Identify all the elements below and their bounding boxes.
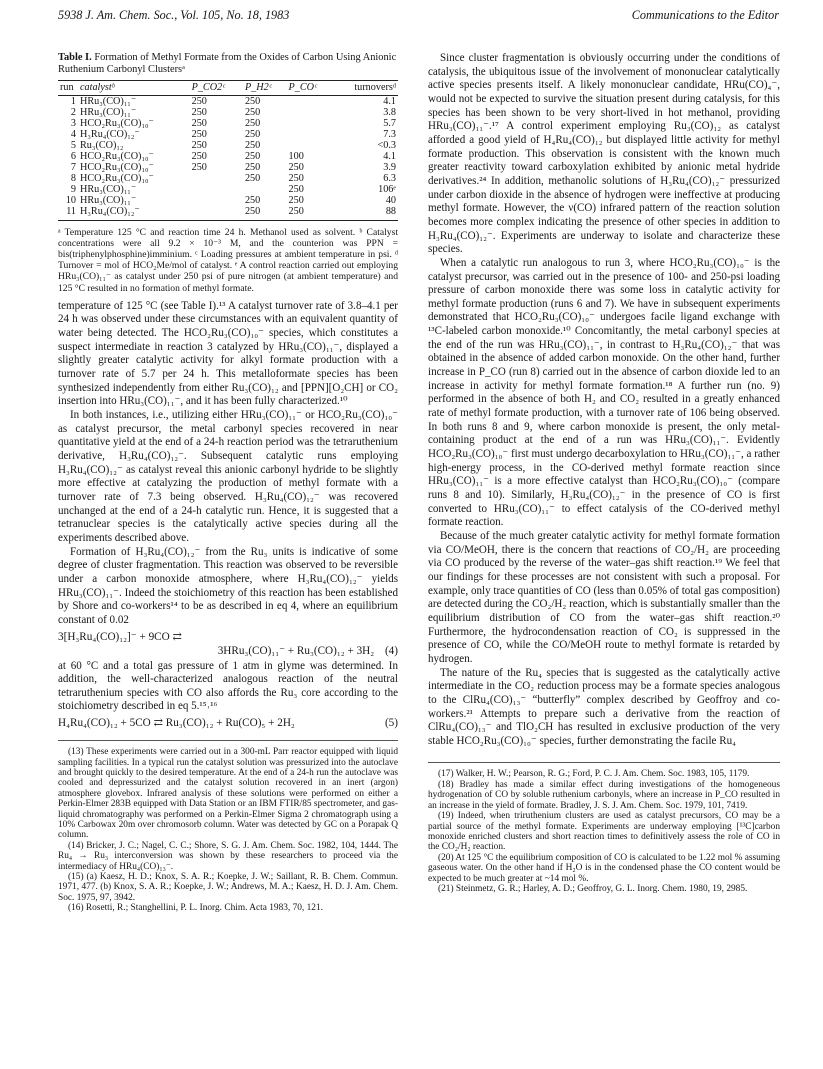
cell-turnovers: 88 [385, 206, 396, 218]
cell-catalyst: Ru₃(CO)₁₂ [80, 139, 124, 151]
table-title: Formation of Methyl Formate from the Oxides of Carbon Using Anionic Ruthenium Carbonyl Clustersᵃ [58, 52, 397, 76]
running-head [58, 8, 779, 24]
table-row [58, 107, 398, 118]
cell-pco [287, 129, 333, 140]
cell-pco2: 250 [191, 128, 207, 140]
table-row [58, 118, 398, 129]
col-header-pco: P_COᶜ [287, 81, 333, 95]
body-paragraph: Formation of H₃Ru₄(CO)₁₂⁻ from the Ru₃ units is indicative of some degree of cluster fragmentation. This reaction was observed to be reversible under a carbon monoxide atmosphere, where H₃Ru₄(CO)₁₂⁻ yields HRu₃(CO)₁₁⁻. Indeed the stoichiometry of this reaction has been established by Shore and co-workers¹⁴ to be as described in eq 4, where an equilibrium constant of 0.02 [58, 545, 398, 626]
col-header-run: run [58, 81, 78, 95]
cell-turnovers: 5.7 [383, 117, 396, 129]
cell-pco: 250 [288, 206, 304, 218]
methyl-formate-table [58, 80, 398, 223]
cell-pco: 100 [288, 150, 304, 162]
table-header-row [58, 81, 398, 95]
cell-catalyst: HRu₃(CO)₁₁⁻ [80, 184, 137, 196]
left-column [58, 52, 398, 914]
equation-5-number: (5) [384, 717, 398, 730]
footnote: (16) Rosetti, R.; Stanghellini, P. L. Inorg. Chim. Acta 1983, 70, 121. [68, 903, 323, 914]
cell-turnovers: <0.3 [377, 139, 396, 151]
table-row [58, 140, 398, 151]
cell-pco [287, 118, 333, 129]
cell-ph2: 250 [244, 117, 261, 129]
cell-turnovers: 40 [385, 195, 396, 207]
cell-run: 5 [70, 139, 76, 151]
footnote: (14) Bricker, J. C.; Nagel, C. C.; Shore, S. G. J. Am. Chem. Soc. 1982, 104, 1444. The Ru₄ → Ru₃ interconversion was shown by these researchers to proceed via the intermediacy of HRu₄(CO)₁₃⁻. [58, 840, 398, 872]
left-footnotes [58, 740, 398, 914]
table-row [58, 206, 398, 220]
cell-catalyst: HCO₂Ru₃(CO)₁₀⁻ [80, 162, 154, 174]
footnote: (17) Walker, H. W.; Pearson, R. G.; Ford, P. C. J. Am. Chem. Soc. 1983, 105, 1179. [438, 769, 750, 780]
body-paragraph: temperature of 125 °C (see Table I).¹³ A catalyst turnover rate of 3.8–4.1 per 24 h was observed under these circumstances with an equivalent quantity of water being detected. The HCO₂Ru₃(CO)₁₀⁻ species, which constitutes a suspect intermediate in reaction 3 catalyzed by HRu₃(CO)₁₁⁻, displayed a slightly greater catalytic activity for alkyl formate production with a turnover rate of 5.7 per 24 h. This metalloformate species has been synthesized independently from either Ru₃(CO)₁₂ and [PPN][O₂CH] or CO₂ insertion into HRu₃(CO)₁₁⁻, and it has been fully characterized.¹⁰ [58, 299, 398, 408]
cell-pco2: 250 [191, 95, 207, 107]
equation-4-rhs: 3HRu₃(CO)₁₁⁻ + Ru₃(CO)₁₂ + 3H₂ [217, 644, 375, 657]
cell-pco: 250 [288, 162, 304, 174]
table-label: Table I. [58, 52, 92, 63]
cell-turnovers: 4.1 [383, 150, 396, 162]
cell-pco2 [190, 173, 243, 184]
cell-turnovers: 3.9 [383, 162, 396, 174]
equation-4-number: (4) [384, 644, 398, 657]
table-row [58, 162, 398, 173]
table-row [58, 151, 398, 162]
cell-ph2: 250 [244, 128, 261, 140]
table-footnotes: ᵃ Temperature 125 °C and reaction time 24 h. Methanol used as solvent. ᵇ Catalyst concentrations were all 9.2 × 10⁻³ M, and the counterion was PPN = bis(triphenylphosphine)imminium. ᶜ Loading pressures at ambient temperature in psi. ᵈ Turnover = mol of HCO₂Me/mol of catalyst. ᵉ A control reaction carried out employing HRu₃(CO)₁₁⁻ as catalyst under 250 psi of pure nitrogen (at ambient temperature) and 125 °C resulted in no formation of methyl formate. [58, 226, 398, 294]
cell-pco2 [190, 206, 243, 220]
cell-turnovers: 7.3 [383, 128, 396, 140]
cell-pco: 250 [288, 173, 304, 185]
cell-ph2: 250 [244, 195, 261, 207]
table-body [58, 95, 398, 220]
table-row [58, 173, 398, 184]
right-column [428, 52, 780, 894]
table-row [58, 129, 398, 140]
body-paragraph: at 60 °C and a total gas pressure of 1 atm in glyme was determined. In addition, the well-characterized analogous reaction of the neutral tetraruthenium species with CO also affords the Ru₃ core according to the stoichiometry described in eq 5.¹⁵˒¹⁶ [58, 659, 398, 713]
cell-pco: 250 [288, 195, 304, 207]
cell-turnovers: 4.1 [383, 95, 396, 107]
table-row [58, 95, 398, 107]
cell-pco2: 250 [191, 150, 207, 162]
cell-ph2: 250 [244, 150, 261, 162]
table-row [58, 184, 398, 195]
cell-ph2 [243, 184, 287, 195]
col-header-catalyst: catalystᵇ [78, 81, 190, 95]
equation-4-line2 [58, 644, 398, 658]
cell-ph2: 250 [244, 95, 261, 107]
equation-4-line1: 3[H₃Ru₄(CO)₁₂]⁻ + 9CO ⇄ [58, 630, 182, 643]
cell-run: 10 [65, 195, 76, 207]
cell-run: 8 [70, 173, 76, 185]
footnote: (18) Bradley has made a similar effect during investigations of the homogeneous hydrogenation of CO by soluble ruthenium carbonyls, where an increase in P_CO resulted in an increase in the yield of formate. Bradley, J. S. J. Am. Chem. Soc. 1979, 101, 7419. [428, 779, 780, 811]
cell-ph2: 250 [244, 206, 261, 218]
body-paragraph: In both instances, i.e., utilizing either HRu₃(CO)₁₁⁻ or HCO₂Ru₃(CO)₁₀⁻ as catalyst precursor, the metal carbonyl species recovered in near quantitative yield at the end of a 24-h reaction period was the tetraruthenium derivative, H₃Ru₄(CO)₁₂⁻. Subsequent catalytic runs employing H₃Ru₄(CO)₁₂⁻ as catalyst reveal this anionic carbonyl hydride to be slightly more effective at catalyzing the production of methyl formate with a turnover rate of 7.3 being observed. H₃Ru₄(CO)₁₂⁻ was recovered unchanged at the end of a 24-h catalytic run. Hence, it is suggested that a tetranuclear species is the catalytically active species during all the experiments described above. [58, 409, 398, 544]
cell-pco [287, 140, 333, 151]
cell-run: 3 [70, 117, 76, 129]
cell-ph2: 250 [244, 106, 261, 118]
equation-5 [58, 716, 398, 730]
body-paragraph: When a catalytic run analogous to run 3, where HCO₂Ru₃(CO)₁₀⁻ is the catalyst precursor, was carried out in the presence of 100- and 250-psi loading pressure of carbon monoxide there was some loss in catalytic activity for methyl formate production (runs 6 and 7). We have in subsequent experiments demonstrated that HCO₂Ru₃(CO)₁₀⁻ undergoes facile ligand exchange with ¹³C-labeled carbon monoxide.¹⁰ Concomitantly, the metal carbonyl species at the end of the run was HRu₃(CO)₁₁⁻, in contrast to H₃Ru₄(CO)₁₂⁻ that was obtained in the absence of added carbon monoxide. On the other hand, further increase in P_CO (run 8) carried out in the absence of carbon dioxide led to an increase in activity for methyl formate formation.¹⁸ A further run (no. 9) performed in the absence of both H₂ and CO₂ resulted in a greatly enhanced rate of methyl formate production, with a turnover rate of 106 being observed. In both runs 8 and 9, where carbon monoxide is present, the only metal-containing product at the end of a run was HRu₃(CO)₁₁⁻. Evidently HCO₂Ru₃(CO)₁₀⁻ first must undergo decarboxylation to HRu₃(CO)₁₁⁻, a rather high-energy process, in the CO-derived methyl formate reaction since HRu₃(CO)₁₁⁻ is a more effective catalyst than HCO₂Ru₃(CO)₁₀⁻ (compare runs 8 and 10). Similarly, H₃Ru₄(CO)₁₂⁻ in the presence of CO is first converted to HRu₃(CO)₁₁⁻ to effect catalysis of the CO-derived methyl formate reaction. [428, 256, 780, 529]
footnote: (20) At 125 °C the equilibrium composition of CO is calculated to be 1.22 mol % assuming gaseous water. On the other hand if H₂O is in the condensed phase the CO content would be expected to be much greater at ~14 mol %. [428, 852, 780, 884]
cell-pco2 [190, 195, 243, 206]
footnote: (15) (a) Kaesz, H. D.; Knox, S. A. R.; Koepke, J. W.; Saillant, R. B. Chem. Commun. 1971, 477. (b) Knox, S. A. R.; Koepke, J. W.; Andrews, M. A.; Kaesz, H. D. J. Am. Chem. Soc. 1975, 97, 3942. [58, 872, 398, 903]
cell-turnovers: 106ᵉ [378, 184, 396, 196]
cell-pco2: 250 [191, 139, 207, 151]
cell-pco2 [190, 184, 243, 195]
cell-catalyst: HRu₃(CO)₁₁⁻ [80, 95, 137, 107]
cell-pco2: 250 [191, 117, 207, 129]
col-header-turnovers: turnoversᵈ [333, 81, 398, 95]
cell-turnovers: 3.8 [383, 106, 396, 118]
cell-ph2: 250 [244, 162, 261, 174]
cell-run: 7 [70, 162, 76, 174]
cell-catalyst: HRu₃(CO)₁₁⁻ [80, 106, 137, 118]
table-rule [58, 220, 398, 224]
cell-catalyst: HCO₂Ru₃(CO)₁₀⁻ [80, 173, 154, 185]
footnote: (13) These experiments were carried out in a 300-mL Parr reactor equipped with liquid sampling facilities. In a typical run the catalyst solution was pressurized into the autoclave and brought quickly to the desired temperature. At the end of a 24-h run the autoclave was cooled and depressurized and the catalyst solution recovered in an inert (argon) atmosphere glovebox. Infrared analysis of these solutions were performed on either a Perkin-Elmer 283B equipped with Data Station or an IBM FTIR/85 spectrometer, and gas-liquid chromatography was performed on a Perkin-Elmer Sigma 2 chromatograph using a 10% Carbowax 20m over chromosorb column. Water was detected by GC on a Porapak Q column. [58, 747, 398, 841]
cell-run: 2 [70, 106, 76, 118]
cell-pco [287, 107, 333, 118]
cell-catalyst: HRu₃(CO)₁₁⁻ [80, 195, 137, 207]
cell-pco: 250 [288, 184, 304, 196]
header-section: Communications to the Editor [631, 8, 779, 22]
cell-run: 6 [70, 150, 76, 162]
body-paragraph: The nature of the Ru₄ species that is suggested as the catalytically active intermediate in the CO₂ reduction process may be a formate species analogous to the ClRu₄(CO)₁₃⁻ “butterfly” complex described by Geoffroy and co-workers.²¹ Attempts to prepare such a derivative from the reaction of ClRu₄(CO)₁₃⁻ and TlO₂CH has resulted in exclusive production of the very stable HCO₂Ru₃(CO)₁₀⁻ species, further demonstrating the facile Ru₄ [428, 666, 780, 747]
equation-4 [58, 630, 398, 658]
cell-catalyst: HCO₂Ru₃(CO)₁₀⁻ [80, 117, 154, 129]
cell-catalyst: H₃Ru₄(CO)₁₂⁻ [80, 128, 140, 140]
body-paragraph: Since cluster fragmentation is obviously occurring under the conditions of catalysis, the ubiquitous issue of the involvement of mononuclear catalytically active species presents itself. A likely mononuclear candidate, HRu(CO)₄⁻, would not be expected to survive the situation present during catalysis, for this species has been shown to be very short-lived in hot methanol, providing HRu₃(CO)₁₁⁻.¹⁷ A control experiment employing Ru₃(CO)₁₂ as catalyst afforded a good yield of H₄Ru₄(CO)₁₂ but displayed little activity for methyl formate production. This observation is consistent with the known much greater reactivity toward carboxylation exhibited by anionic metal hydride derivatives.²⁴ In addition, methanolic solutions of H₃Ru₄(CO)₁₂⁻ pressurized under carbon dioxide in the absence of hydrogen were ineffective at producing methyl formate. However, the ν(CO) infrared pattern of the reaction solution becomes more complex indicating the presence of other species in addition to H₃Ru₄(CO)₁₂⁻. Experiments are underway to isolate and characterize these species. [428, 52, 780, 256]
header-citation: 5938 J. Am. Chem. Soc., Vol. 105, No. 18, 1983 [58, 8, 290, 22]
table-caption [58, 52, 398, 76]
equation-5-text: H₄Ru₄(CO)₁₂ + 5CO ⇄ Ru₃(CO)₁₂ + Ru(CO)₅ + 2H₂ [58, 717, 295, 730]
cell-ph2: 250 [244, 173, 261, 185]
cell-ph2: 250 [244, 139, 261, 151]
cell-pco [287, 95, 333, 107]
footnote: (21) Steinmetz, G. R.; Harley, A. D.; Geoffroy, G. L. Inorg. Chem. 1980, 19, 2985. [438, 883, 748, 894]
table-row [58, 195, 398, 206]
cell-run: 1 [70, 95, 76, 107]
cell-run: 4 [70, 128, 76, 140]
col-header-pco2: P_CO2ᶜ [190, 81, 243, 95]
cell-catalyst: HCO₂Ru₃(CO)₁₀⁻ [80, 150, 154, 162]
cell-run: 9 [70, 184, 76, 196]
cell-run: 11 [66, 206, 76, 218]
right-footnotes [428, 762, 780, 894]
body-paragraph: Because of the much greater catalytic activity for methyl formate formation via CO/MeOH, there is the concern that reactions of CO₂/H₂ are proceeding via CO produced by the reverse of the water–gas shift reaction.¹⁹ We feel that our findings for these processes are not consistent with such a proposal. For example, only trace quantities of CO (less than 0.05% of total gas composition) are detected during the CO₂/H₂ reaction, which is substantially smaller than the equilibrium distribution of CO from the water–gas shift reaction.²⁰ Furthermore, the hydrocondensation reaction of CO₂ is suppressed in the presence of CO, while the CO/MeOH route to methyl formate is retarded by hydrogen. [428, 529, 780, 665]
cell-catalyst: H₃Ru₄(CO)₁₂⁻ [80, 206, 140, 218]
cell-turnovers: 6.3 [383, 173, 396, 185]
cell-pco2: 250 [191, 162, 207, 174]
footnote: (19) Indeed, when triruthenium clusters are used as catalyst precursors, CO may be a partial source of the methyl formate. Experiments are underway employing [¹³C]carbon monoxide enriched clusters and short reaction times to definitively assess the role of CO in the CO₂/H₂ reaction. [428, 811, 780, 853]
cell-pco2: 250 [191, 106, 207, 118]
col-header-ph2: P_H2ᶜ [243, 81, 287, 95]
